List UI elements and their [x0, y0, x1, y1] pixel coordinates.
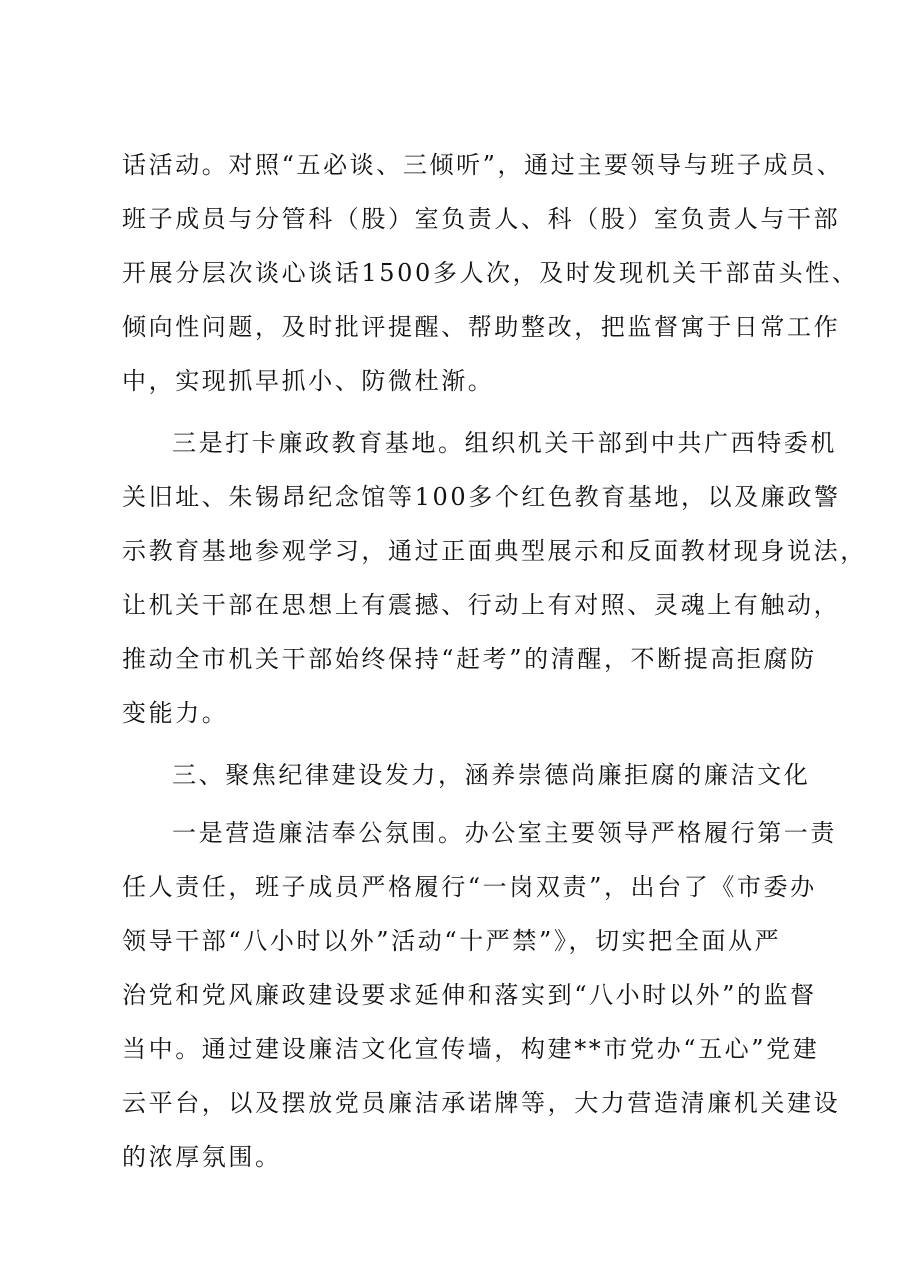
- text-line: 领导干部“八小时以外”活动“十严禁”》，切实把全面从严: [122, 927, 782, 955]
- text-line: 推动全市机关干部始终保持“赶考”的清醒，不断提高拒腐防: [122, 645, 817, 673]
- text-line: 三是打卡廉政教育基地。组织机关干部到中共广西特委机: [172, 429, 837, 457]
- text-line: 变能力。: [122, 699, 229, 727]
- text-line: 示教育基地参观学习，通过正面典型展示和反面教材现身说法，: [122, 537, 867, 565]
- heading-line: 三、聚焦纪律建设发力，涵养崇德尚廉拒腐的廉洁文化: [172, 761, 811, 789]
- paragraph-integrity-culture: [122, 806, 841, 1184]
- text-line: 倾向性问题，及时批评提醒、帮助整改，把监督寓于日常工作: [122, 313, 841, 341]
- text-line: 让机关干部在思想上有震撼、行动上有对照、灵魂上有触动，: [122, 591, 841, 619]
- text-line: 班子成员与分管科（股）室负责人、科（股）室负责人与干部: [122, 205, 841, 233]
- text-line: 当中。通过建设廉洁文化宣传墙，构建**市党办“五心”党建: [122, 1035, 820, 1063]
- text-line: 话活动。对照“五必谈、三倾听”，通过主要领导与班子成员、: [122, 151, 844, 179]
- paragraph-continued: [122, 138, 859, 408]
- document-body: [122, 138, 867, 1184]
- section-heading: [122, 748, 811, 802]
- text-line: 一是营造廉洁奉公氛围。办公室主要领导严格履行第一责: [172, 819, 837, 847]
- paragraph-education-base: [122, 416, 867, 740]
- text-line: 中，实现抓早抓小、防微杜渐。: [122, 367, 495, 395]
- text-line: 云平台，以及摆放党员廉洁承诺牌等，大力营造清廉机关建设: [122, 1089, 841, 1117]
- text-line: 开展分层次谈心谈话1500多人次，及时发现机关干部苗头性、: [122, 259, 859, 287]
- text-line: 的浓厚氛围。: [122, 1143, 282, 1171]
- text-line: 关旧址、朱锡昂纪念馆等100多个红色教育基地，以及廉政警: [122, 483, 841, 511]
- text-line: 治党和党风廉政建设要求延伸和落实到“八小时以外”的监督: [122, 981, 817, 1009]
- text-line: 任人责任，班子成员严格履行“一岗双责”，出台了《市委办: [122, 873, 817, 901]
